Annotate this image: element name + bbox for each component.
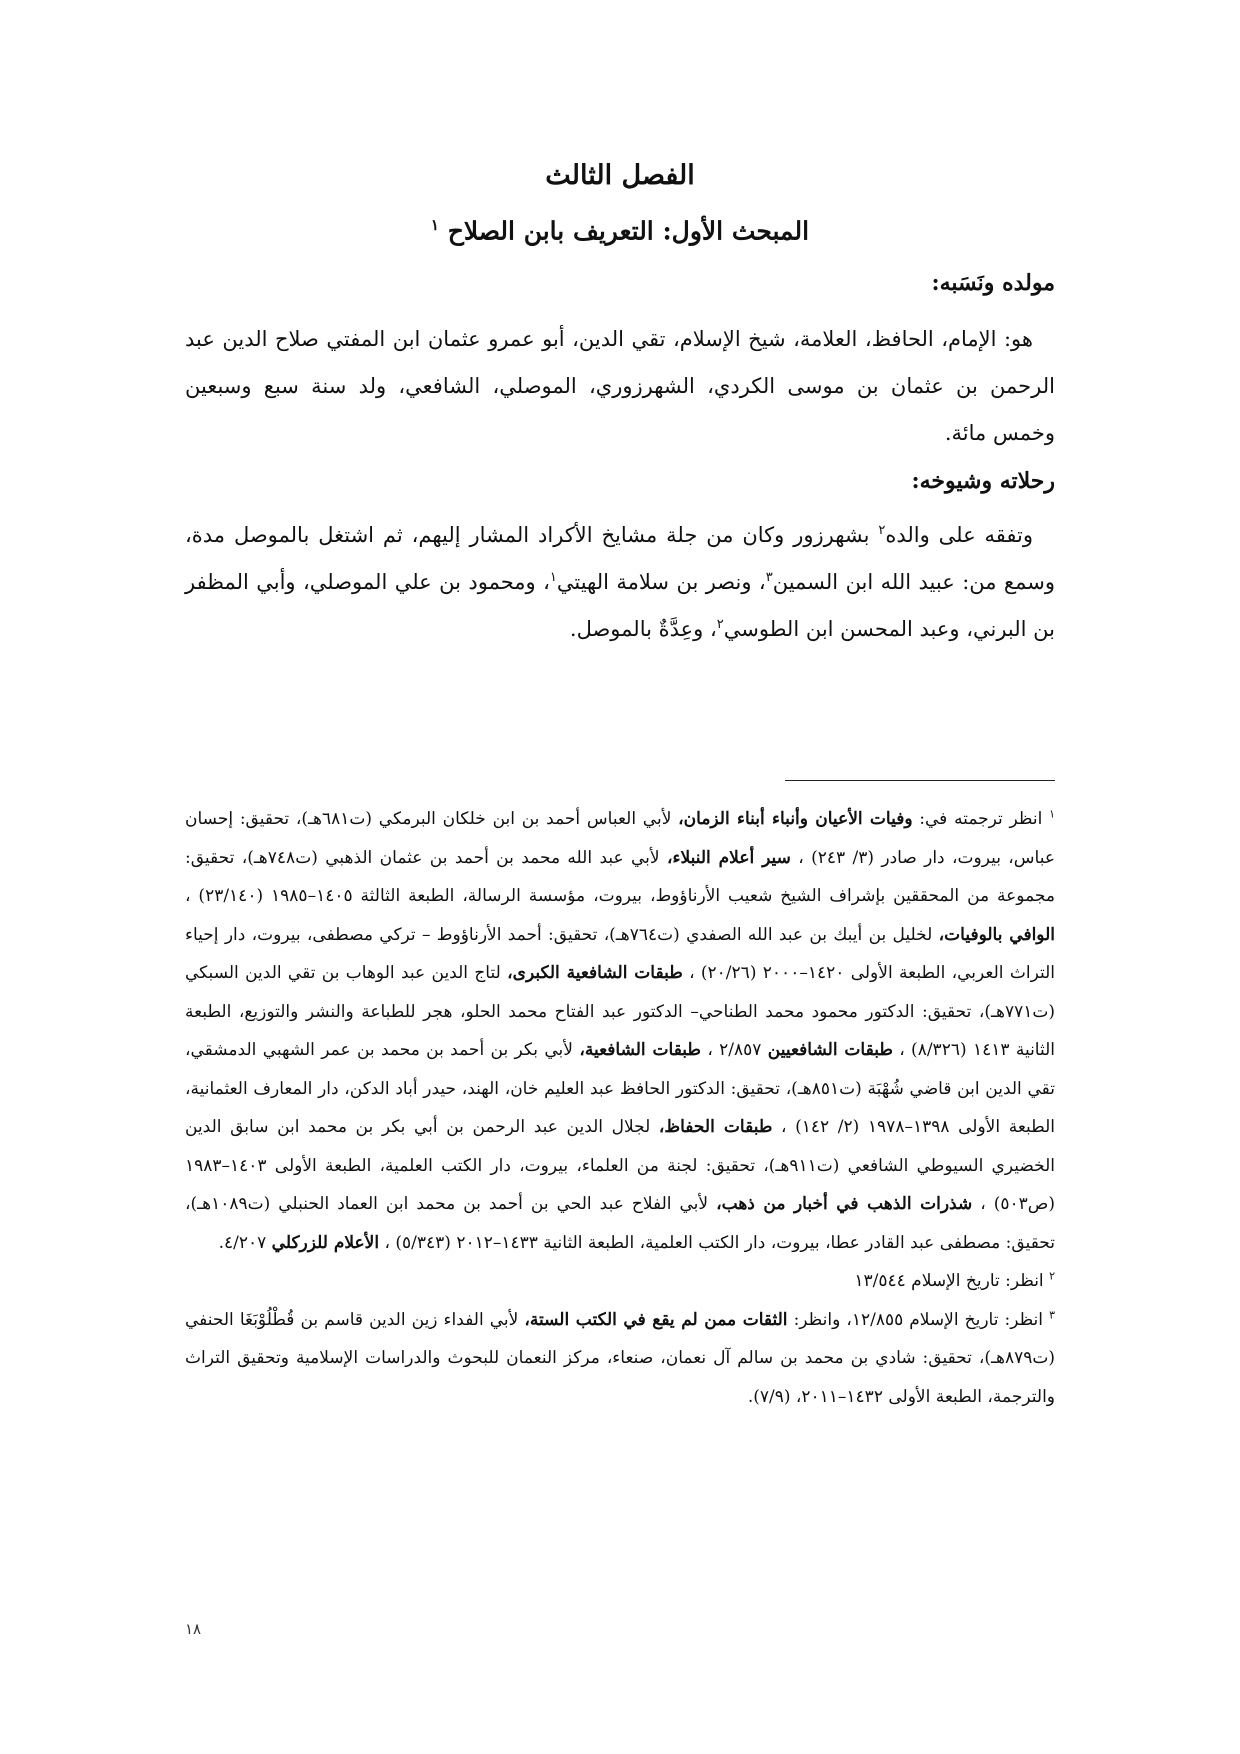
travels-paragraph (185, 512, 1055, 653)
footnote-text: لأبي الفلاح عبد الحي بن أحمد بن محمد ابن العماد الحنبلي (ت١٠٨٩هـ)، تحقيق: مصطفى عبد القادر عطا، بيروت، دار الكتب العلمية، الطبعة الثانية ١٤٣٣–٢٠١٢ (٥/٣٤٣) ، (185, 1194, 1055, 1253)
footnote-ref[interactable]: ٢ (878, 523, 886, 538)
book-title: وفيات الأعيان وأنباء أبناء الزمان، (678, 809, 913, 829)
travels-heading: رحلاته وشيوخه: (911, 468, 1055, 494)
birth-paragraph: هو: الإمام، الحافظ، العلامة، شيخ الإسلام، تقي الدين، أبو عمرو عثمان ابن المفتي صلاح الدين عبد الرحمن بن عثمان بن موسى الكردي، الشهرزوري، الموصلي، الشافعي، ولد سنة سبع وسبعين وخمس مائة. (185, 327, 1055, 445)
footnote-text: لأبي العباس أحمد بن ابن خلكان البرمكي (ت٦٨١هـ)، تحقيق: إحسان عباس، بيروت، دار صادر (٣/ ٢٤٣) ، (185, 809, 1056, 868)
travels-text-1: وتفقه على والده (885, 523, 1033, 547)
section-title-text: المبحث الأول: التعريف بابن الصلاح (447, 216, 810, 246)
book-title: سير أعلام النبلاء، (666, 847, 791, 868)
footnote-ref[interactable]: ٣ (765, 570, 773, 585)
footnote-divider (785, 780, 1055, 781)
footnote-text: انظر ترجمته في: (912, 809, 1043, 829)
book-title: طبقات الشافعية الكبرى، (507, 963, 683, 983)
book-title: الأعلام للزركلي (271, 1232, 380, 1253)
footnote-text: ٤/٢٠٧. (218, 1232, 272, 1253)
book-title: طبقات الحفاظ، (658, 1117, 773, 1137)
travels-text-4: ، ومحمود بن علي الموصلي، وأبي المظفر بن البرني، وعبد المحسن ابن الطوسي (185, 570, 1055, 641)
book-title: طبقات الشافعيين (767, 1040, 893, 1060)
footnote-text: لخليل بن أيبك بن عبد الله الصفدي (ت٧٦٤هـ)، تحقيق: أحمد الأرناؤوط – تركي مصطفى، بيروت، دار إحياء التراث العربي، الطبعة الأولى ١٤٢٠–٢٠٠٠ (٢٠/٢٦) ، (185, 924, 1056, 983)
footnote-number: ٣ (1049, 1307, 1055, 1321)
book-title: الثقات ممن لم يقع في الكتب الستة، (524, 1309, 788, 1330)
footnote-3 (185, 1301, 1055, 1417)
birth-heading: مولده ونَسَبه: (931, 270, 1055, 296)
footnote-ref[interactable]: ٢ (716, 617, 724, 632)
book-title: الوافي بالوفيات، (938, 924, 1055, 945)
footnote-ref-section[interactable]: ١ (430, 216, 439, 234)
travels-text-3: ، ونصر بن سلامة الهيتي (556, 570, 766, 594)
footnote-1 (185, 800, 1055, 1262)
footnote-2 (185, 1262, 1055, 1301)
footnote-text: انظر: تاريخ الإسلام ١٢/٨٥٥، وانظر: (787, 1309, 1044, 1330)
book-title: طبقات الشافعية، (579, 1040, 701, 1060)
travels-text-5: ، وعِدَّةٌ بالموصل. (569, 617, 717, 641)
footnote-text: لأبي الفداء زين الدين قاسم بن قُطْلُوْبَغَا الحنفي (ت٨٧٩هـ)، تحقيق: شادي بن محمد بن سالم آل نعمان، صنعاء، مركز النعمان للبحوث والدراسات الإسلامية وتحقيق التراث والترجمة، الطبعة الأولى ١٤٣٢–٢٠١١، (٧/٩). (185, 1309, 1055, 1407)
chapter-title: الفصل الثالث (545, 160, 695, 191)
footnote-ref[interactable]: ١ (549, 570, 557, 585)
travels-text-2: بشهرزور وكان من جلة مشايخ الأكراد المشار إليهم، ثم اشتغل بالموصل مدة، وسمع من: عبيد الله ابن السمين (185, 523, 1055, 594)
book-title: شذرات الذهب في أخبار من ذهب، (716, 1194, 973, 1214)
footnote-text: لتاج الدين عبد الوهاب بن تقي الدين السبكي (ت٧٧١هـ)، تحقيق: الدكتور محمود محمد الطناحي– الدكتور عبد الفتاح محمد الحلو، هجر للطباعة والنشر والتوزيع، الطبعة الثانية ١٤١٣ (٨/٣٢٦) ، (185, 963, 1056, 1060)
footnote-text: ٢/٨٥٧ ، (700, 1040, 768, 1060)
footnote-text: لأبي عبد الله محمد بن أحمد بن عثمان الذهبي (ت٧٤٨هـ)، تحقيق: مجموعة من المحققين بإشراف الشيخ شعيب الأرناؤوط، بيروت، مؤسسة الرسالة، الطبعة الثالثة ١٤٠٥–١٩٨٥ (٢٣/١٤٠) ، (185, 847, 1056, 906)
footnote-text: لأبي بكر بن أحمد بن محمد بن عمر الشهبي الدمشقي، تقي الدين ابن قاضي شُهْبَة (ت٨٥١هـ)، تحقيق: الدكتور الحافظ عبد العليم خان، الهند، حيدر أباد الدكن، دار المعارف العثمانية، الطبعة الأولى ١٣٩٨–١٩٧٨ (٢/ ١٤٢) ، (185, 1040, 1056, 1137)
section-title (0, 216, 1240, 245)
footnote-number: ٢ (1049, 1269, 1055, 1283)
footnotes-section (185, 800, 1055, 1416)
page-number: ١٨ (185, 1620, 202, 1638)
footnote-number: ١ (1049, 807, 1055, 821)
footnote-text: انظر: تاريخ الإسلام ١٣/٥٤٤ (854, 1271, 1044, 1291)
footnote-text: لجلال الدين عبد الرحمن بن أبي بكر بن محمد ابن سابق الدين الخضيري السيوطي الشافعي (ت٩١١هـ)، تحقيق: لجنة من العلماء، بيروت، دار الكتب العلمية، الطبعة الأولى ١٤٠٣–١٩٨٣ (ص٥٠٣) ، (185, 1117, 1055, 1214)
